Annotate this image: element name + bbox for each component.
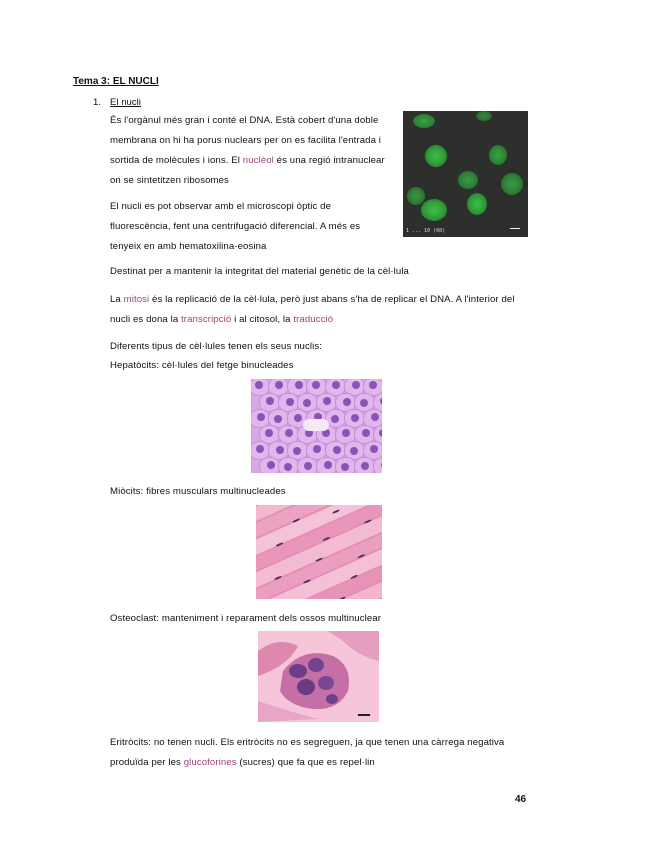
nucleus-blob <box>421 199 447 221</box>
hepatocyte-nucleus <box>293 447 301 455</box>
hepatocyte-nucleus <box>350 447 358 455</box>
hepatocyte-nucleus <box>255 381 263 389</box>
page-number: 46 <box>515 794 527 805</box>
mitosi-text: i al citosol, la <box>231 314 294 325</box>
hepatocyte-nucleus <box>265 429 273 437</box>
mitosi-text: nucli es dona la <box>110 314 182 325</box>
hepatocyte-nucleus <box>343 398 351 406</box>
microscope-line: fluorescència, fent una centrifugació diferencial. A més es <box>110 221 361 232</box>
hepatocyte-nucleus <box>379 429 382 437</box>
eritrocits-line <box>110 753 530 773</box>
fluorescence-micrograph <box>403 111 528 237</box>
miocits-label: Miòcits: fibres musculars multinucleades <box>110 486 286 497</box>
term-glucoforines: glucoforines <box>183 757 237 768</box>
eritrocits-paragraph <box>110 733 530 773</box>
nucleus-blob <box>413 114 435 128</box>
nucleus-blob <box>458 171 478 189</box>
hepatocyte-nucleus <box>303 399 311 407</box>
mitosi-text: La <box>110 294 124 305</box>
micrograph-caption: 1 ... 10 (60) <box>406 228 446 234</box>
hepatocyte-nucleus <box>370 445 378 453</box>
microscope-line: tenyeix en amb hematoxilina-eosina <box>110 241 267 252</box>
cell-types-intro: Diferents tipus de cèl·lules tenen els seus nuclis: <box>110 341 323 352</box>
blood-vessel <box>303 419 329 431</box>
intro-line: membrana on hi ha porus nuclears per on es facilita l'entrada i <box>110 135 382 146</box>
intro-text: sortida de molècules i ions. El <box>110 155 243 166</box>
hepatocyte-nucleus <box>333 446 341 454</box>
term-mitosi: mitosi <box>123 294 150 305</box>
eritrocits-text: produïda per les <box>110 757 184 768</box>
intro-text: és una regió intranuclear <box>273 155 385 166</box>
term-nucleol: nuclèol <box>242 155 274 166</box>
hepatocyte-nucleus <box>276 446 284 454</box>
nucleus-blob <box>407 187 425 205</box>
term-transcripcio: transcripció <box>181 314 232 325</box>
hepatocyte-nucleus <box>304 462 312 470</box>
hepatocyte-nucleus <box>257 413 265 421</box>
eritrocits-text: (sucres) que fa que es repel·lin <box>236 757 375 768</box>
osteoclast-drawing <box>258 631 379 722</box>
hepatocyte-nucleus <box>369 381 377 389</box>
hepatocyte-nucleus <box>295 381 303 389</box>
section-number: 1. <box>93 97 102 108</box>
mitosi-line <box>110 290 530 310</box>
hepatocyte-nucleus <box>256 445 264 453</box>
hepatocyte-nucleus <box>285 429 293 437</box>
intro-line: on se sintetitzen ribosomes <box>110 175 229 186</box>
mitosi-line <box>110 310 530 330</box>
muscle-fibre-drawing <box>256 505 382 599</box>
hepatocyte-nucleus <box>284 463 292 471</box>
intro-line <box>110 151 393 171</box>
hepatocyte-nucleus <box>331 415 339 423</box>
intro-paragraph <box>110 111 393 191</box>
nucleus-blob <box>467 193 487 215</box>
hepatocyte-nucleus <box>274 415 282 423</box>
hepatocyte-nucleus <box>361 462 369 470</box>
microscope-paragraph <box>110 197 393 257</box>
hepatocyte-nucleus <box>351 414 359 422</box>
hepatocyte-nucleus <box>323 397 331 405</box>
mitosi-text: és la replicació de la cèl·lula, però just abans s'ha de replicar el DNA. A l'interior del <box>149 294 515 305</box>
eritrocits-line: Eritròcits: no tenen nucli. Els eritròcits no es segreguen, ja que tenen una càrrega negativa <box>110 737 505 748</box>
hepatocyte-nucleus <box>342 429 350 437</box>
microscope-line: El nucli es pot observar amb el microscopi òptic de <box>110 201 332 212</box>
hepatocits-label: Hepatòcits: cèl·lules del fetge binucleades <box>110 360 294 371</box>
mitosi-paragraph <box>110 290 530 330</box>
nucleus-blob <box>489 145 507 165</box>
hepatocyte-nucleus <box>266 397 274 405</box>
hepatocyte-nucleus <box>362 429 370 437</box>
hepatocyte-nucleus <box>294 414 302 422</box>
intro-line: És l'orgànul més gran i conté el DNA. Està cobert d'una doble <box>110 115 379 126</box>
osteoclast-label: Osteoclast: manteniment i reparament dels ossos multinuclear <box>110 613 382 624</box>
term-traduccio: traducció <box>293 314 334 325</box>
scale-bar <box>510 228 520 230</box>
hepatocyte-nucleus <box>380 397 382 405</box>
hepatocyte-nucleus <box>381 461 382 469</box>
osteoclast-micrograph <box>258 631 379 722</box>
muscle-fibre-micrograph <box>256 505 382 599</box>
page-title: Tema 3: EL NUCLI <box>73 76 159 87</box>
hepatocyte-nucleus <box>324 461 332 469</box>
hepatocyte-nucleus <box>332 381 340 389</box>
hepatocyte-nucleus <box>286 398 294 406</box>
hepatocyte-nucleus <box>360 399 368 407</box>
section-title: El nucli <box>110 97 141 108</box>
hepatocyte-nucleus <box>312 381 320 389</box>
hepatocyte-nucleus <box>352 381 360 389</box>
hepatocyte-nucleus <box>275 381 283 389</box>
hepatocyte-nucleus <box>371 413 379 421</box>
nucleus-blob <box>501 173 523 195</box>
hepatocyte-nucleus <box>267 461 275 469</box>
hepatocyte-nucleus <box>313 445 321 453</box>
hepatocyte-nucleus <box>341 463 349 471</box>
function-paragraph: Destinat per a mantenir la integritat del material genètic de la cèl·lula <box>110 266 409 277</box>
hepatocyte-micrograph <box>251 379 382 473</box>
nucleus-blob <box>425 145 447 167</box>
nucleus-blob <box>476 111 492 121</box>
